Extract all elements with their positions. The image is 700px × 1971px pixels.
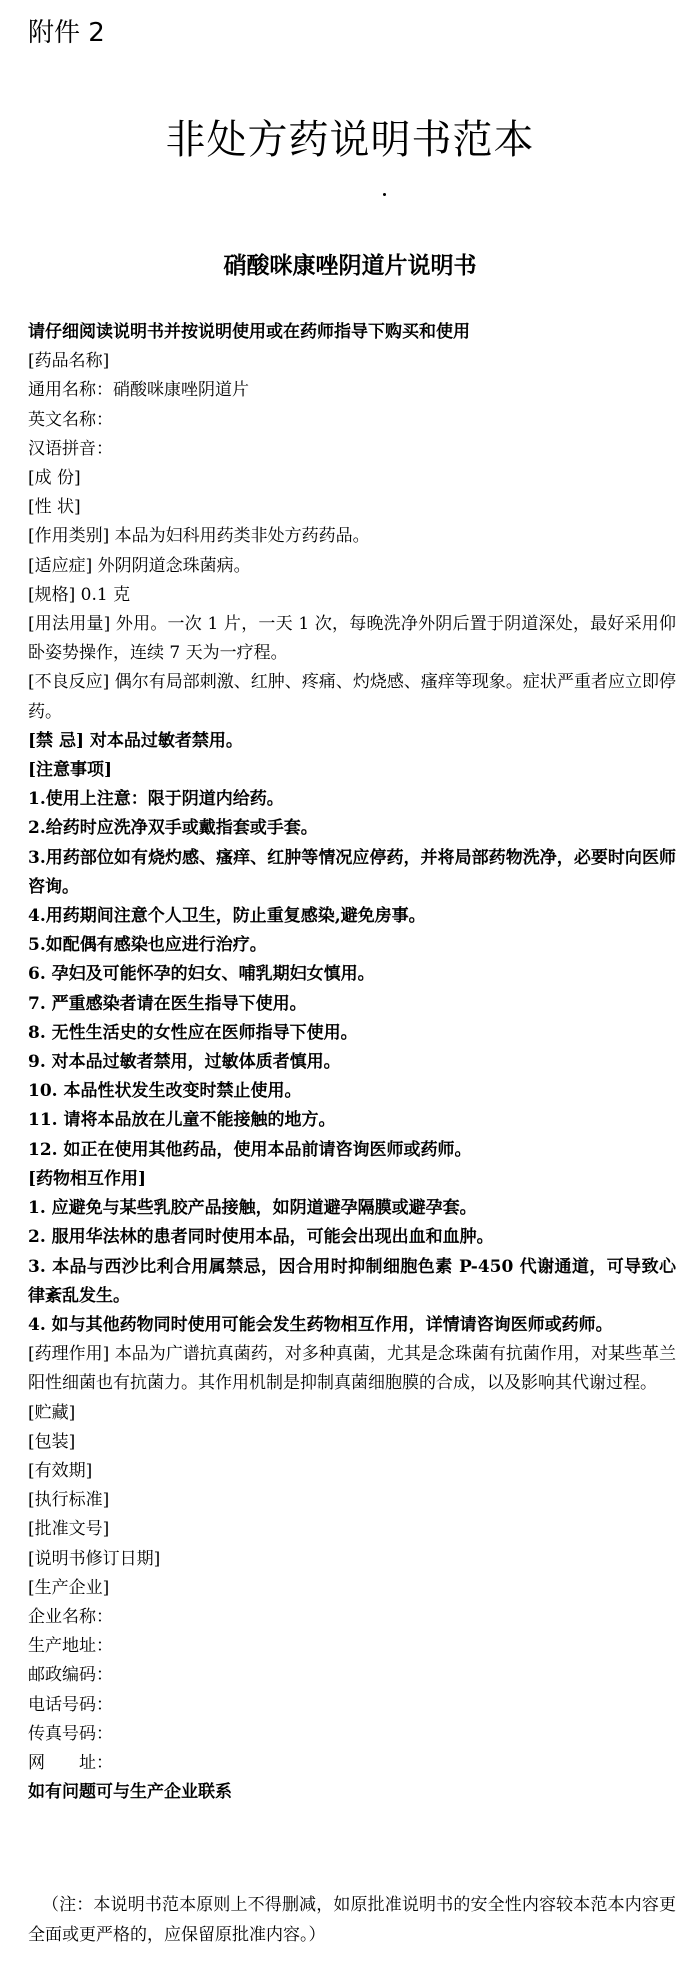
leaflet-line: [批准文号] (28, 1519, 110, 1540)
leaflet-line: 9. 对本品过敏者禁用，过敏体质者慎用。 (28, 1052, 341, 1073)
leaflet-line: 2.给药时应洗净双手或戴指套或手套。 (28, 818, 318, 839)
leaflet-line: [药理作用] 本品为广谱抗真菌药，对多种真菌，尤其是念珠菌有抗菌作用，对某些革兰阳性细菌也有抗菌力。其作用机制是抑制真菌细胞膜的合成，以及影响其代谢过程。 (28, 1344, 676, 1394)
leaflet-line: 企业名称： (28, 1606, 113, 1627)
leaflet-line: 汉语拼音： (28, 438, 113, 459)
leaflet-line: 8. 无性生活史的女性应在医师指导下使用。 (28, 1022, 358, 1043)
leaflet-line: 1.使用上注意：限于阴道内给药。 (28, 789, 284, 810)
leaflet-line: 5.如配偶有感染也应进行治疗。 (28, 935, 267, 956)
leaflet-line: 网 址： (28, 1752, 113, 1773)
leaflet-line: [说明书修订日期] (28, 1548, 161, 1569)
leaflet-line: [用法用量] 外用。一次 1 片，一天 1 次，每晚洗净外阴后置于阴道深处，最好采用仰卧姿势操作，连续 7 天为一疗程。 (28, 614, 676, 664)
leaflet-line: 2. 服用华法林的患者同时使用本品，可能会出现出血和血肿。 (28, 1227, 494, 1248)
leaflet-line: 英文名称： (28, 409, 113, 430)
leaflet-line: [作用类别] 本品为妇科用药类非处方药药品。 (28, 526, 370, 547)
leaflet-line: 1. 应避免与某些乳胶产品接触，如阴道避孕隔膜或避孕套。 (28, 1198, 477, 1219)
leaflet-line: [有效期] (28, 1460, 93, 1481)
attachment-label: 附件 2 (28, 18, 105, 48)
leaflet-line: 生产地址： (28, 1636, 113, 1657)
leaflet-line: [不良反应] 偶尔有局部刺激、红肿、疼痛、灼烧感、瘙痒等现象。症状严重者应立即停药。 (28, 672, 676, 722)
leaflet-line: 6. 孕妇及可能怀孕的妇女、哺乳期妇女慎用。 (28, 964, 375, 985)
leaflet-line: [成 份] (28, 468, 81, 489)
leaflet-line: 如有问题可与生产企业联系 (28, 1782, 232, 1803)
leaflet-line: [禁 忌] 对本品过敏者禁用。 (28, 730, 243, 751)
leaflet-line: [贮藏] (28, 1402, 76, 1423)
leaflet-line: [注意事项] (28, 760, 113, 781)
leaflet-body (28, 318, 676, 1807)
leaflet-line: 请仔细阅读说明书并按说明使用或在药师指导下购买和使用 (28, 322, 470, 342)
leaflet-line: 12. 如正在使用其他药品，使用本品前请咨询医师或药师。 (28, 1139, 472, 1160)
leaflet-line: [适应症] 外阴阴道念珠菌病。 (28, 555, 251, 576)
leaflet-line: 3.用药部位如有烧灼感、瘙痒、红肿等情况应停药，并将局部药物洗净，必要时向医师咨询。 (28, 847, 676, 897)
leaflet-line: 邮政编码： (28, 1665, 113, 1686)
leaflet-line: 3. 本品与西沙比利合用属禁忌，因合用时抑制细胞色素 P-450 代谢通道，可导致心律紊乱发生。 (28, 1256, 676, 1306)
leaflet-line: [规格] 0.1 克 (28, 584, 131, 605)
leaflet-line: 11. 请将本品放在儿童不能接触的地方。 (28, 1110, 336, 1131)
page-title: 非处方药说明书范本 (165, 117, 535, 163)
decorative-dot (383, 193, 386, 196)
leaflet-line: [药品名称] (28, 351, 110, 372)
document-subtitle: 硝酸咪康唑阴道片说明书 (223, 253, 477, 279)
leaflet-line: 4. 如与其他药物同时使用可能会发生药物相互作用，详情请咨询医师或药师。 (28, 1314, 613, 1335)
leaflet-line: [药物相互作用] (28, 1168, 147, 1189)
leaflet-line: [包装] (28, 1431, 76, 1452)
leaflet-line: 电话号码： (28, 1694, 113, 1715)
leaflet-line: [性 状] (28, 497, 81, 518)
leaflet-line: 4.用药期间注意个人卫生，防止重复感染,避免房事。 (28, 906, 426, 927)
footnote: （注：本说明书范本原则上不得删减，如原批准说明书的安全性内容较本范本内容更全面或更严格的，应保留原批准内容。） (28, 1895, 676, 1945)
leaflet-line: [生产企业] (28, 1577, 110, 1598)
leaflet-line: 通用名称：硝酸咪康唑阴道片 (28, 380, 249, 401)
leaflet-line: 7. 严重感染者请在医生指导下使用。 (28, 993, 307, 1014)
leaflet-line: 10. 本品性状发生改变时禁止使用。 (28, 1081, 302, 1102)
leaflet-line: 传真号码： (28, 1723, 113, 1744)
leaflet-line: [执行标准] (28, 1490, 110, 1511)
